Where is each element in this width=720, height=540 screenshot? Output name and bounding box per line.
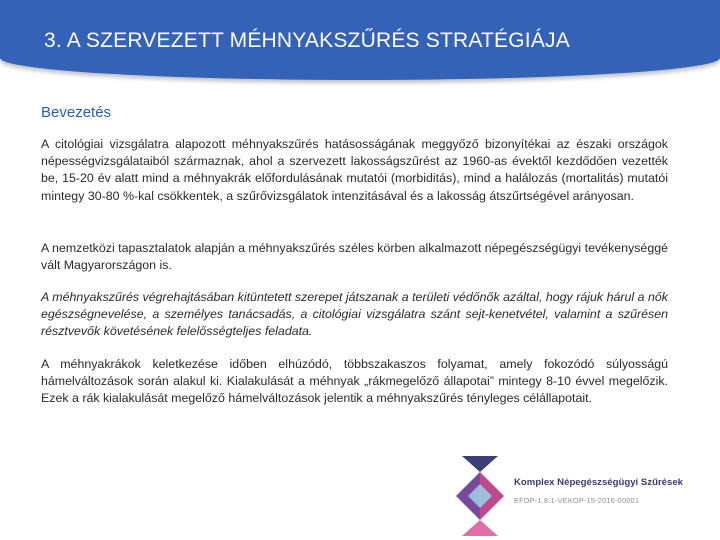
paragraph-4: A méhnyakrákok keletkezése időben elhúzódó, többszakaszos folyamat, amely fokozódó súlyosságú hámelváltozások során alakul ki. Kialakulását a méhnyak „rákmegelőző állapotai” mintegy 8-10 évvel megelőzik. Ezek a rák kialakulását megelőző hámelváltozások jelentik a méhnyakszűrés tényleges célállapotait. bbox=[41, 357, 668, 406]
paragraph-2: A nemzetközi tapasztalatok alapján a méhnyakszűrés széles körben alkalmazott népegészségügyi tevékenységgé vált Magyarországon is. bbox=[41, 241, 668, 273]
section-heading: Bevezetés bbox=[41, 104, 112, 121]
logo-emblem-icon bbox=[452, 452, 516, 540]
paragraph-1: A citológiai vizsgálatra alapozott méhnyakszűrés hatásosságának meggyőző bizonyítékai az északi országok népességvizsgálataiból származnak, ahol a szervezett lakosságszűrést az 1960-as évektől kezdődően vezették be, 15-20 év alatt mind a méhnyakrák előfordulásának mutatói (morbiditás), mind a halálozás (mortalitás) mutatói mintegy 30-80 %-kal csökkentek, a szűrővizsgálatok intenzitásával és a lakosság átszűrtségével arányosan. bbox=[41, 137, 668, 203]
program-logo bbox=[452, 452, 720, 540]
paragraph-3: A méhnyakszűrés végrehajtásában kitüntetett szerepet játszanak a területi védőnők azáltal, hogy rájuk hárul a nők egészségnevelése, a személyes tanácsadás, a citológiai vizsgálatra szánt sejt-kenetvétel, valamint a szűrésen résztvevők követésének felelősségteljes feladata. bbox=[41, 290, 668, 339]
slide-title: 3. A SZERVEZETT MÉHNYAKSZŰRÉS STRATÉGIÁJA bbox=[44, 29, 570, 52]
logo-title: Komplex Népegészségügyi Szűrések bbox=[514, 477, 684, 488]
logo-project-code: EFOP-1.8.1-VEKOP-15-2016-00001 bbox=[514, 496, 640, 505]
title-banner bbox=[0, 0, 720, 80]
